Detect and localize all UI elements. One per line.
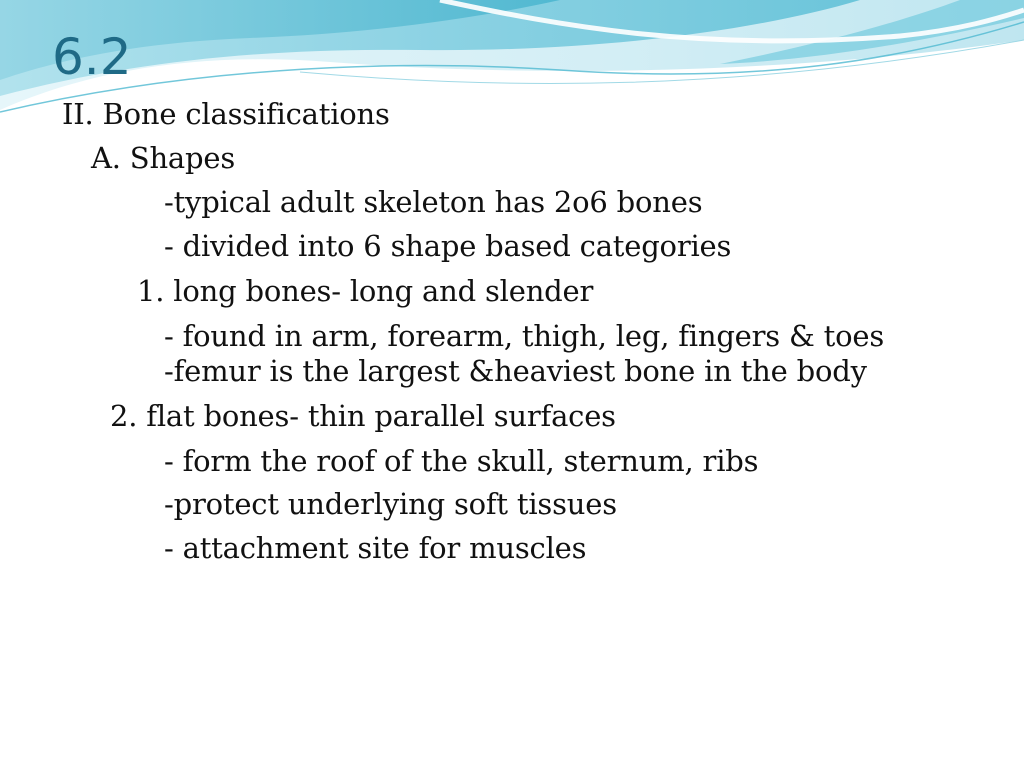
bullet-flat-bones-location: - form the roof of the skull, sternum, ribs (164, 444, 759, 478)
bullet-shape-categories: - divided into 6 shape based categories (164, 229, 732, 263)
heading-bone-classifications: II. Bone classifications (62, 97, 390, 131)
bullet-femur: -femur is the largest &heaviest bone in the body (164, 354, 867, 388)
item-long-bones: 1. long bones- long and slender (137, 274, 594, 308)
bullet-muscle-attachment: - attachment site for muscles (164, 531, 587, 565)
bullet-adult-skeleton: -typical adult skeleton has 2o6 bones (164, 185, 703, 219)
bullet-protect-tissues: -protect underlying soft tissues (164, 487, 617, 521)
bullet-long-bones-location: - found in arm, forearm, thigh, leg, fingers & toes (164, 319, 884, 353)
item-flat-bones: 2. flat bones- thin parallel surfaces (110, 399, 616, 433)
slide-title: 6.2 (52, 28, 132, 86)
subheading-shapes: A. Shapes (91, 141, 236, 175)
